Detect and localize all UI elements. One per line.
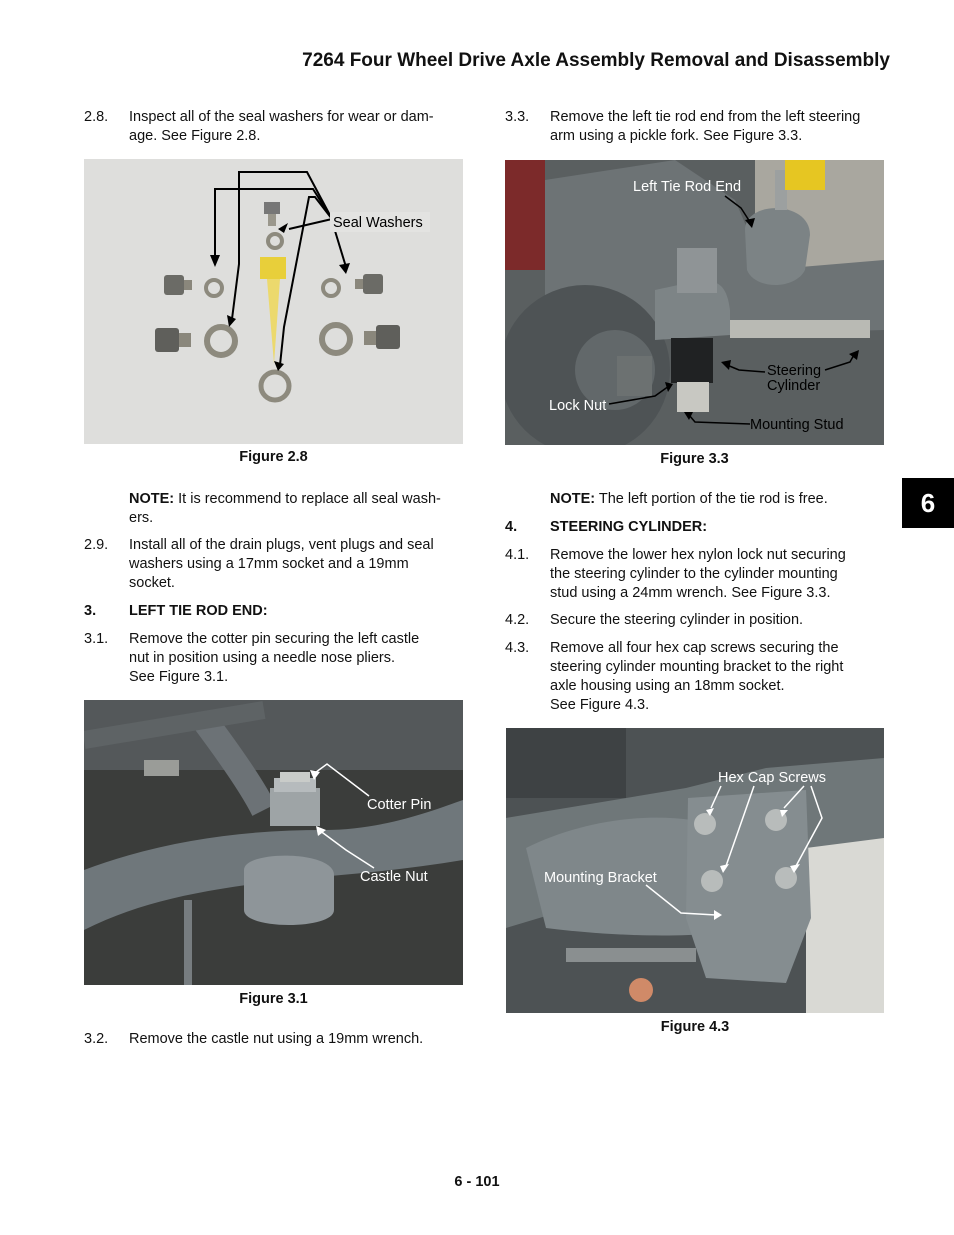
section-number: 4. [505,519,518,535]
step-number: 3.3. [505,109,530,125]
step-text-line: axle housing using an 18mm socket. [550,678,785,694]
section-number: 3. [84,603,97,619]
mounting-stud-label: Mounting Stud [750,417,844,433]
figure-3-1-caption: Figure 3.1 [239,991,308,1007]
mounting-bracket-label: Mounting Bracket [544,870,657,886]
step-text-line: Install all of the drain plugs, vent plugs and seal [129,537,434,553]
step-text-line: steering cylinder mounting bracket to the right [550,659,844,675]
step-text-line: See Figure 4.3. [550,697,650,713]
steering-cylinder-label-line2: Cylinder [767,378,821,394]
note-label: NOTE: [550,491,596,507]
page-title: 7264 Four Wheel Drive Axle Assembly Removal and Disassembly [302,50,890,71]
lock-nut-label: Lock Nut [549,398,607,414]
left-tie-rod-end-label: Left Tie Rod End [633,179,742,195]
steering-cylinder-icon [730,320,870,338]
steering-cylinder-label-line1: Steering [767,363,822,379]
cotter-pin-label: Cotter Pin [367,797,432,813]
step-number: 2.8. [84,109,109,125]
step-4-3 [505,639,895,717]
figure-3-3-photo [505,160,884,445]
step-number: 3.2. [84,1031,109,1047]
lock-nut-icon [617,356,652,396]
figure-2-8-caption: Figure 2.8 [239,449,308,465]
step-4-2 [505,611,895,631]
step-text-line: stud using a 24mm wrench. See Figure 3.3. [550,585,831,601]
step-3-1 [84,630,474,688]
figure-2-8-photo [84,159,463,444]
cotter-pin-icon [280,772,310,782]
note-replace-seal-washers [84,490,474,530]
figure-3-1-photo [84,700,463,985]
step-text-line: See Figure 3.1. [129,669,229,685]
step-2-8 [84,108,474,148]
figure-4-3-caption: Figure 4.3 [660,1019,730,1035]
step-text-line: nut in position using a needle nose pliers. [129,650,396,666]
step-text-line: Secure the steering cylinder in position. [550,612,804,628]
seal-washers-label: Seal Washers [333,215,423,231]
castle-nut-label: Castle Nut [360,869,428,885]
step-text-line: Remove the left tie rod end from the left steering [550,109,861,125]
note-text: It is recommend to replace all seal wash- [174,491,441,507]
figure-4-3-photo [506,728,884,1013]
section-title: STEERING CYLINDER: [550,519,708,535]
hex-cap-screw-icon [701,870,723,892]
step-text-line: Remove the cotter pin securing the left castle [129,631,420,647]
note-tie-rod-free [505,490,895,510]
step-text-line: socket. [129,575,175,591]
castle-nut-icon [270,778,320,826]
section-title: LEFT TIE ROD END: [129,603,268,619]
step-text-line: age. See Figure 2.8. [129,128,261,144]
hex-cap-screw-icon [694,813,716,835]
step-text-line: washers using a 17mm socket and a 19mm [129,556,409,572]
note-text-line: ers. [129,510,154,526]
step-number: 4.1. [505,547,530,563]
section-heading-steering-cylinder [505,518,895,538]
step-4-1 [505,546,895,604]
step-text-line: Remove the lower hex nylon lock nut securing [550,547,846,563]
step-3-3 [505,108,895,148]
hex-cap-screws-label: Hex Cap Screws [718,770,826,786]
step-2-9 [84,536,474,594]
step-text-line: Inspect all of the seal washers for wear or dam- [129,109,434,125]
note-text: The left portion of the tie rod is free. [595,491,828,507]
step-text-line: arm using a pickle fork. See Figure 3.3. [550,128,803,144]
section-tab: 6 [902,478,954,528]
figure-3-3-caption: Figure 3.3 [660,451,729,467]
note-label: NOTE: [129,491,175,507]
page-number: 6 - 101 [454,1174,500,1190]
step-number: 4.2. [505,612,530,628]
step-3-2 [84,1030,474,1050]
step-number: 4.3. [505,640,530,656]
step-number: 3.1. [84,631,109,647]
step-number: 2.9. [84,537,109,553]
section-heading-left-tie-rod-end [84,602,474,622]
step-text-line: the steering cylinder to the cylinder mounting [550,566,838,582]
step-text-line: Remove the castle nut using a 19mm wrench. [129,1031,424,1047]
step-text-line: Remove all four hex cap screws securing the [550,640,839,656]
